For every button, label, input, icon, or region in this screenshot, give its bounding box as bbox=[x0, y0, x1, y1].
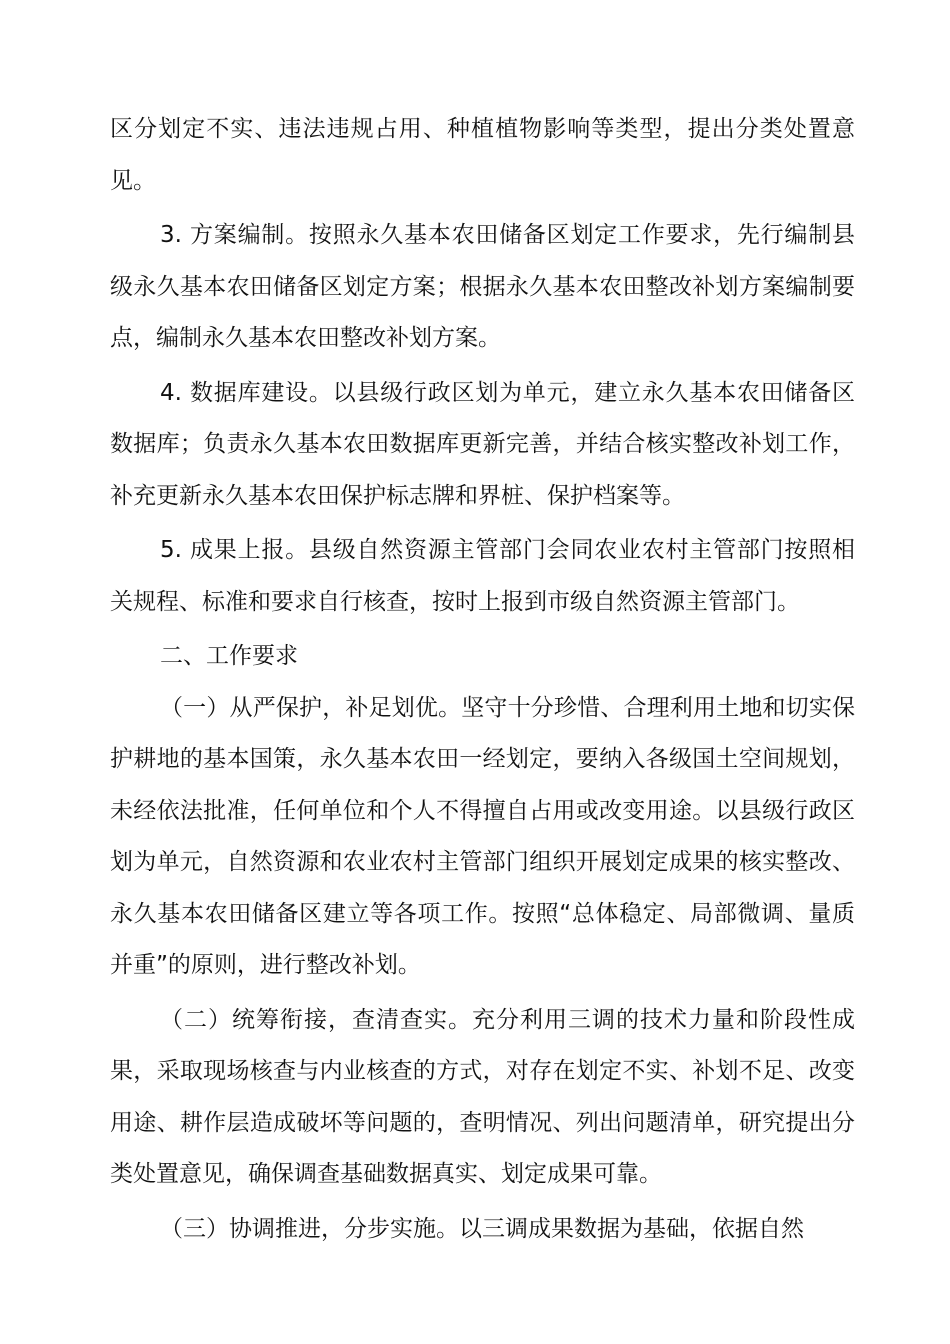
paragraph-database-construction: 4. 数据库建设。以县级行政区划为单元，建立永久基本农田储备区数据库；负责永久基本农田数据库更新完善，并结合核实整改补划工作，补充更新永久基本农田保护标志牌和界桩、保护档案等。 bbox=[110, 379, 855, 509]
paragraph-requirement-1: （一）从严保护，补足划优。坚守十分珍惜、合理利用土地和切实保护耕地的基本国策，永久基本农田一经划定，要纳入各级国土空间规划，未经依法批准，任何单位和个人不得擅自占用或改变用途。以县级行政区划为单元，自然资源和农业农村主管部门组织开展划定成果的核实整改、永久基本农田储备区建立等各项工作。按照“总体稳定、局部微调、量质并重”的原则，进行整改补划。 bbox=[110, 694, 855, 978]
paragraph-requirement-3: （三）协调推进，分步实施。以三调成果数据为基础，依据自然 bbox=[160, 1215, 804, 1242]
paragraph-plan-compilation: 3. 方案编制。按照永久基本农田储备区划定工作要求，先行编制县级永久基本农田储备区划定方案；根据永久基本农田整改补划方案编制要点，编制永久基本农田整改补划方案。 bbox=[110, 222, 855, 351]
section-heading-work-requirements: 二、工作要求 bbox=[160, 643, 298, 669]
paragraph-requirement-2: （二）统筹衔接，查清查实。充分利用三调的技术力量和阶段性成果，采取现场核查与内业核查的方式，对存在划定不实、补划不足、改变用途、耕作层造成破坏等问题的，查明情况、列出问题清单，研究提出分类处置意见，确保调查基础数据真实、划定成果可靠。 bbox=[110, 1006, 855, 1187]
document-body bbox=[110, 104, 855, 1255]
paragraph-continuation: 区分划定不实、违法违规占用、种植植物影响等类型，提出分类处置意见。 bbox=[110, 116, 855, 194]
paragraph-results-reporting: 5. 成果上报。县级自然资源主管部门会同农业农村主管部门按照相关规程、标准和要求自行核查，按时上报到市级自然资源主管部门。 bbox=[110, 537, 855, 615]
